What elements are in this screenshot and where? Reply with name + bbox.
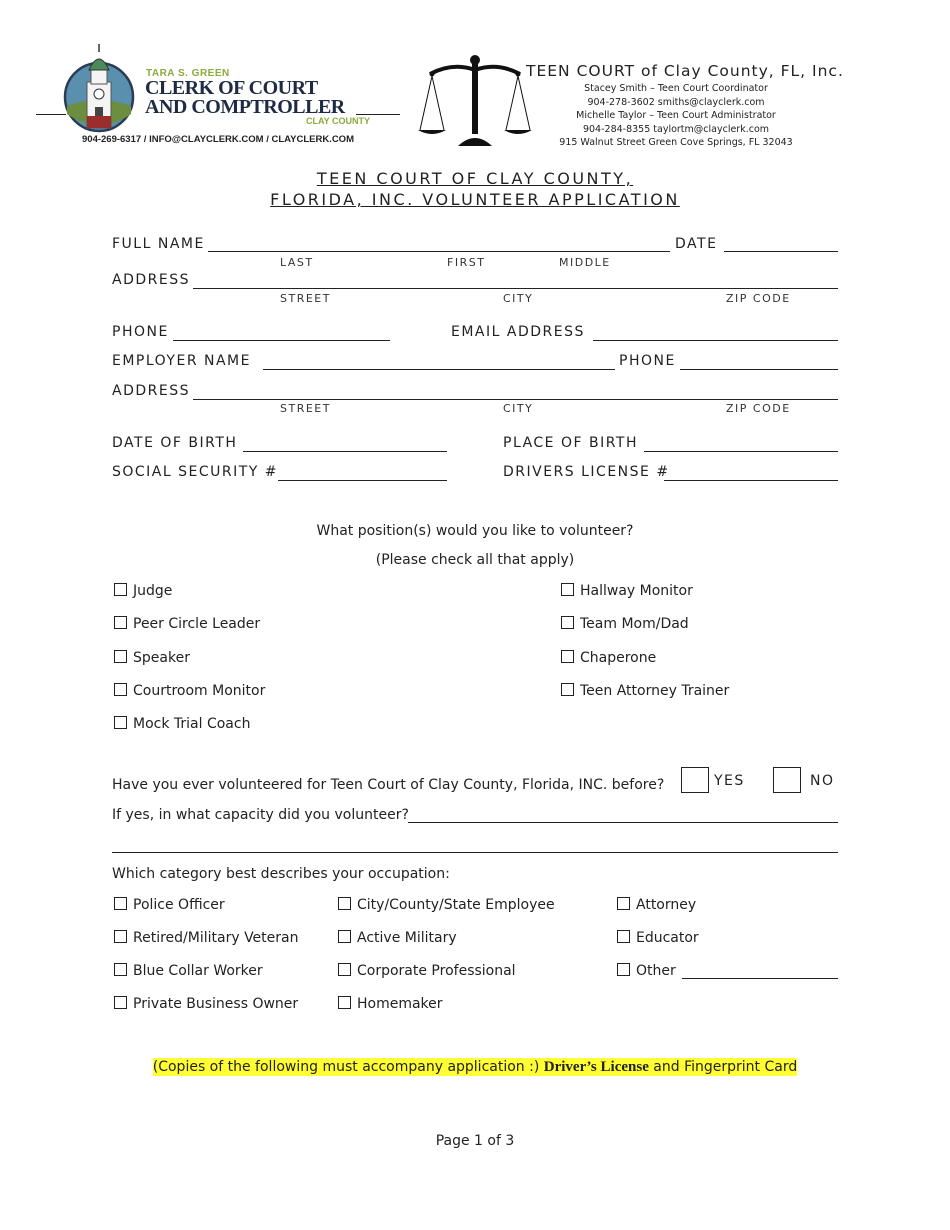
checkbox-box[interactable] [561,583,574,596]
full-name-label: FULL NAME [112,236,205,252]
occupation-label: Blue Collar Worker [133,963,263,979]
position-checkbox-peer-circle-leader[interactable] [114,616,260,632]
position-label: Courtroom Monitor [133,683,266,699]
occupation-checkbox-other[interactable] [617,963,676,979]
contact-line: 904-278-3602 smiths@clayclerk.com [587,96,765,108]
occupation-checkbox-blue-collar-worker[interactable] [114,963,263,979]
zip-sublabel: ZIP CODE [726,292,791,305]
checkbox-box[interactable] [338,897,351,910]
capacity-question: If yes, in what capacity did you volunteer? [112,807,409,823]
checkbox-box[interactable] [114,996,127,1009]
zip-sublabel: ZIP CODE [726,402,791,415]
clerk-title-line1: CLERK OF COURT [145,77,318,99]
checkbox-box[interactable] [114,963,127,976]
required-documents-notice [0,1056,950,1076]
occupation-label: Educator [636,930,699,946]
occupation-label: Other [636,963,676,979]
occupation-checkbox-corporate-professional[interactable] [338,963,516,979]
positions-instruction: (Please check all that apply) [375,552,575,568]
contact-line: 904-284-8355 taylortm@clayclerk.com [582,123,770,135]
ssn-label: SOCIAL SECURITY # [112,464,279,480]
occupation-question: Which category best describes your occupation: [112,866,450,882]
scales-of-justice-icon [418,54,532,148]
occupation-label: Attorney [636,897,697,913]
ssn-input[interactable] [278,480,447,481]
yes-label: YES [714,773,745,789]
notice-part3: and Fingerprint Card [648,1059,798,1075]
clerk-name: TARA S. GREEN [146,68,230,79]
position-label: Peer Circle Leader [133,616,261,632]
capacity-input[interactable] [408,822,838,823]
occupation-label: Homemaker [357,996,443,1012]
checkbox-box[interactable] [114,616,127,629]
employer-name-input[interactable] [263,369,615,370]
occupation-checkbox-homemaker[interactable] [338,996,443,1012]
position-label: Mock Trial Coach [133,716,251,732]
phone-input[interactable] [173,340,390,341]
employer-phone-input[interactable] [680,369,838,370]
checkbox-box[interactable] [561,616,574,629]
contact-line: Stacey Smith – Teen Court Coordinator [584,83,768,94]
previous-volunteer-question: Have you ever volunteered for Teen Court of Clay County, Florida, INC. before? [112,777,665,793]
pob-label: PLACE OF BIRTH [503,435,639,451]
position-label: Chaperone [580,650,657,666]
employer-address-label: ADDRESS [112,383,190,399]
form-title [0,168,950,210]
first-sublabel: FIRST [447,256,486,269]
yes-checkbox[interactable] [681,767,709,793]
position-checkbox-judge[interactable] [114,583,172,599]
logo-rule-right [356,114,400,115]
clerk-logo-block [36,42,406,148]
position-label: Judge [133,583,173,599]
occupation-checkbox-police-officer[interactable] [114,897,225,913]
org-title: TEEN COURT of Clay County, FL, Inc. [526,62,844,80]
position-checkbox-hallway-monitor[interactable] [561,583,693,599]
contact-line: 915 Walnut Street Green Cove Springs, FL 32043 [559,137,793,148]
employer-name-label: EMPLOYER NAME [112,353,251,369]
page-number: Page 1 of 3 [435,1133,515,1149]
checkbox-box[interactable] [114,583,127,596]
city-sublabel: CITY [503,402,534,415]
date-input[interactable] [724,251,838,252]
middle-sublabel: MIDDLE [559,256,611,269]
occupation-label: Active Military [357,930,457,946]
form-title-line2: FLORIDA, INC. VOLUNTEER APPLICATION [270,190,680,209]
full-name-input[interactable] [208,251,670,252]
position-checkbox-chaperone[interactable] [561,650,656,666]
no-checkbox[interactable] [773,767,801,793]
occupation-checkbox-attorney[interactable] [617,897,696,913]
checkbox-box[interactable] [617,930,630,943]
courthouse-seal-icon [62,44,136,134]
capacity-input-line2[interactable] [112,852,838,853]
position-label: Team Mom/Dad [580,616,689,632]
position-checkbox-speaker[interactable] [114,650,190,666]
occupation-checkbox-private-business-owner[interactable] [114,996,298,1012]
dob-label: DATE OF BIRTH [112,435,238,451]
position-checkbox-mock-trial-coach[interactable] [114,716,250,732]
checkbox-box[interactable] [114,716,127,729]
position-label: Speaker [133,650,190,666]
date-label: DATE [675,236,718,252]
occupation-checkbox-educator[interactable] [617,930,699,946]
street-sublabel: STREET [280,402,331,415]
position-checkbox-team-mom-dad[interactable] [561,616,689,632]
occupation-checkbox-retired-military-veteran[interactable] [114,930,298,946]
notice-highlight [153,1058,798,1076]
checkbox-box[interactable] [114,650,127,663]
checkbox-box[interactable] [338,996,351,1009]
checkbox-box[interactable] [338,930,351,943]
checkbox-box[interactable] [114,683,127,696]
pob-input[interactable] [644,451,838,452]
email-input[interactable] [593,340,838,341]
position-label: Teen Attorney Trainer [580,683,730,699]
street-sublabel: STREET [280,292,331,305]
contact-line: Michelle Taylor – Teen Court Administrator [576,110,776,121]
address-label: ADDRESS [112,272,190,288]
occupation-label: Retired/Military Veteran [133,930,299,946]
occupation-label: City/County/State Employee [357,897,555,913]
city-sublabel: CITY [503,292,534,305]
position-label: Hallway Monitor [580,583,693,599]
checkbox-box[interactable] [338,963,351,976]
checkbox-box[interactable] [561,683,574,696]
occupation-label: Corporate Professional [357,963,516,979]
org-contacts [526,82,826,150]
clerk-title-line2: AND COMPTROLLER [145,96,345,118]
last-sublabel: LAST [280,256,314,269]
occupation-checkbox-active-military[interactable] [338,930,457,946]
notice-drivers-license: Driver’s License [543,1059,649,1075]
position-checkbox-teen-attorney-trainer[interactable] [561,683,729,699]
no-label: NO [810,773,835,789]
checkbox-box[interactable] [617,897,630,910]
positions-question: What position(s) would you like to volunteer? [316,523,634,539]
address-input[interactable] [193,288,838,289]
dl-input[interactable] [664,480,838,481]
form-title-line1: TEEN COURT OF CLAY COUNTY, [316,169,634,188]
checkbox-box[interactable] [617,963,630,976]
occupation-label: Police Officer [133,897,225,913]
dob-input[interactable] [243,451,447,452]
notice-part1: (Copies of the following must accompany application :) [152,1059,544,1075]
dl-label: DRIVERS LICENSE # [503,464,670,480]
other-occupation-input[interactable] [682,978,838,979]
checkbox-box[interactable] [114,930,127,943]
occupation-label: Private Business Owner [133,996,299,1012]
employer-phone-label: PHONE [619,353,676,369]
clerk-county: CLAY COUNTY [306,116,371,126]
phone-label: PHONE [112,324,169,340]
checkbox-box[interactable] [114,897,127,910]
email-label: EMAIL ADDRESS [451,324,585,340]
occupation-checkbox-city-county-state-employee[interactable] [338,897,555,913]
position-checkbox-courtroom-monitor[interactable] [114,683,265,699]
clerk-contact: 904-269-6317 / INFO@CLAYCLERK.COM / CLAYCLERK.COM [82,134,354,145]
employer-address-input[interactable] [193,399,838,400]
checkbox-box[interactable] [561,650,574,663]
